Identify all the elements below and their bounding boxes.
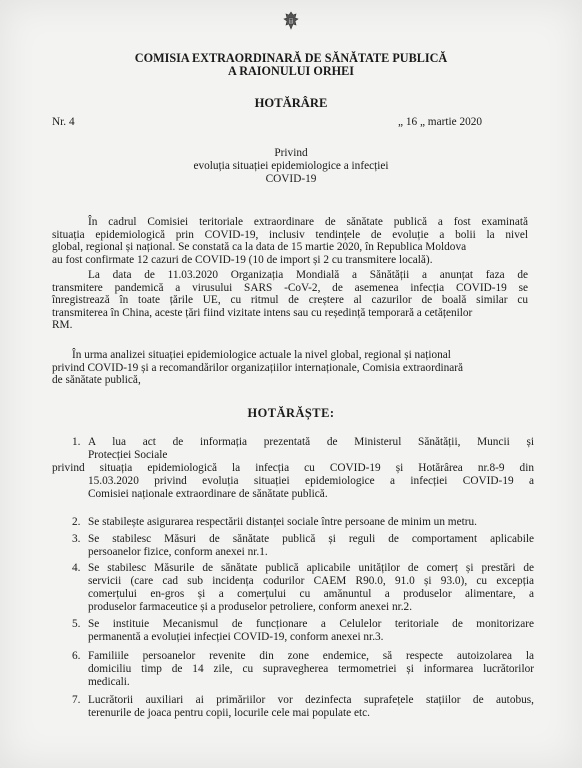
item-text-line: medicali. [88, 676, 130, 688]
text-line: RM. [52, 319, 73, 332]
item-number: 3. [72, 533, 81, 545]
text-line: înregistrează în toate țările UE, cu ritmul de creștere al cazurilor de boală similar cu [52, 294, 528, 307]
text-line: La data de 11.03.2020 Organizația Mondială a Sănătății a anunțat faza de [88, 269, 528, 281]
item-text-line: 15.03.2020 privind evoluția situației epidemiologice a infecției COVID-19 a [88, 475, 534, 487]
text-line: În urma analizei situației epidemiologice actuale la nivel global, regional și național [72, 349, 451, 361]
preamble-paragraph [52, 216, 528, 266]
text-line: În cadrul Comisiei teritoriale extraordinare de sănătate publică a fost examinată [88, 216, 528, 228]
item-text-line: Comisiei naționale extraordinare de sănătate publică. [88, 488, 328, 500]
item-number: 2. [72, 516, 81, 528]
document-type: HOTĂRÂRE [254, 96, 328, 110]
item-text-line: produselor farmaceutice și a produselor petroliere, conform anexei nr.2. [88, 601, 413, 613]
item-text-line: terenurile de joaca pentru copii, locurile cele mai populate etc. [88, 707, 370, 719]
item-text-line: Se instituie Mecanismul de funcționare a Celulelor teritoriale de monitorizare [88, 618, 534, 630]
text-line: transmitere pandemică a virusului SARS -CoV-2, de asemenea infecția COVID-19 se [52, 281, 528, 294]
item-text-line: persoanelor fizice, conform anexei nr.1. [88, 546, 268, 558]
item-number: 1. [72, 436, 81, 448]
text-line: au fost confirmate 12 cazuri de COVID-19 (10 de import și 2 cu transmitere locală). [52, 253, 433, 266]
item-text-line: Se stabilesc Măsurile de sănătate publică aplicabile unităților de comerț și prestări de [88, 562, 534, 574]
item-text-line: A lua act de informația prezentată de Ministerul Sănătății, Muncii și [88, 436, 534, 448]
item-text-line: Protecției Sociale [88, 449, 168, 461]
text-line: transmiterea în China, aceste țări fiind vizitate intens sau cu reședință temporară a cetățenilor [52, 306, 473, 319]
item-text-line: Se stabilesc Măsuri de sănătate publică și reguli de comportament aplicabile [88, 533, 534, 545]
text-line: privind COVID-19 și a recomandărilor organizațiilor internaționale, Comisia extraordinară [52, 361, 464, 374]
document-number: Nr. 4 [52, 116, 75, 128]
text-line: global, regional și național. Se constată ca la data de 15 martie 2020, în Republica Moldova [52, 241, 467, 254]
item-text-line: Lucrătorii auxiliari ai primăriilor vor dezinfecta suprafețele stațiilor de autobus, [88, 694, 534, 706]
preamble-paragraph [52, 269, 528, 332]
item-number: 5. [72, 618, 81, 630]
item-text-line: servicii (care cad sub incidența codurilor CAEM R90.0, 91.0 și 93.0), cu excepția [88, 575, 534, 587]
text-line: de sănătate publică, [52, 374, 141, 387]
item-number: 6. [72, 650, 81, 662]
document-date: „ 16 „ martie 2020 [398, 116, 483, 128]
item-text-line: permanentă a evoluției infecției COVID-19, conform anexei nr.3. [88, 631, 384, 643]
item-number: 4. [72, 562, 81, 574]
subject-line: COVID-19 [265, 173, 317, 185]
institution-subtitle: A RAIONULUI ORHEI [228, 64, 354, 78]
preamble-paragraph [52, 349, 528, 387]
institution-title: COMISIA EXTRAORDINARĂ DE SĂNĂTATE PUBLICĂ [134, 51, 448, 65]
item-text-line: privind situația epidemiologică la infecția cu COVID-19 și Hotărârea nr.8-9 din [52, 462, 534, 474]
item-text-line: comerțului en-gros și a comerțului cu amănuntul a produselor alimentare, a [88, 588, 534, 600]
subject-line: Privind [274, 147, 308, 159]
item-text-line: Familiile persoanelor revenite din zone endemice, să respecte autoizolarea la [88, 650, 534, 662]
item-text-line: Se stabilește asigurarea respectării distanței sociale între persoane de minim un metru. [88, 516, 477, 528]
moldova-coat-of-arms-icon [280, 10, 302, 32]
decision-heading: HOTĂRĂȘTE: [247, 406, 335, 420]
text-line: situația epidemiologică prin COVID-19, inclusiv tendințele de evoluție a bolii la nivel [52, 228, 528, 241]
item-number: 7. [72, 694, 81, 706]
subject-line: evoluția situației epidemiologice a infecției [193, 160, 389, 172]
item-text-line: domiciliu timp de 14 zile, cu supravegherea termometriei și informarea lucrătorilor [88, 663, 534, 675]
